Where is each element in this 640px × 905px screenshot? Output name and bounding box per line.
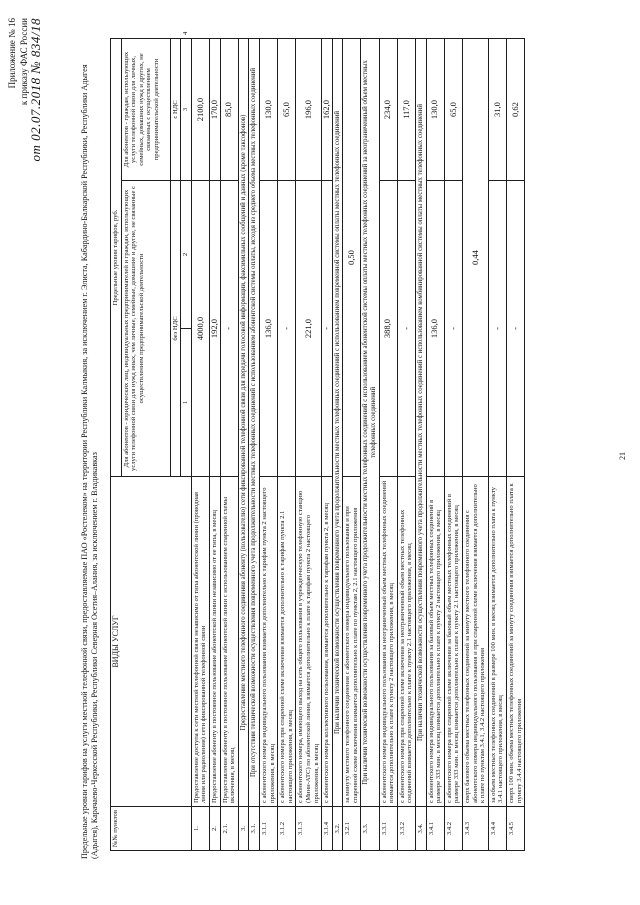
row-service-text: с абонентского номера при спаренной схеме включения взимается дополнительно к тарифам пункта 2.1 настоящего приложения, в месяц (278, 477, 296, 807)
row-value-citizens: 196,0 (296, 39, 322, 181)
table-row (238, 39, 249, 851)
appendix-title: Приложение № 16 (7, 18, 17, 89)
appendix-date-number: от 02.07.2018 № 834/18 (28, 18, 43, 162)
row-service-text: При отсутствии технической возможности осуществления повременного учета продолжительности местных телефонных соединений с использованием абонентской системы оплаты, исходя из среднего объема местных телефонных соединений (249, 39, 260, 807)
row-service-text: сверх базового объема местных телефонных соединений за минуту местного телефонного соединения с абонентского номера индивидуального пользования и при спаренной схеме включения взимается дополнительно к плате по пунктам 3.4.1, 3.4.2 настоящего приложения (463, 477, 489, 807)
row-value-citizens: 2100,0 (191, 39, 209, 181)
row-value-business: - (444, 181, 462, 477)
row-number: 3.2.1 (343, 807, 361, 851)
table-row (332, 39, 343, 851)
table-row (463, 39, 489, 851)
table-row (397, 39, 415, 851)
header-num: №№ пунктов (111, 807, 192, 851)
row-number: 3.1. (249, 807, 260, 851)
row-value-business: - (488, 181, 506, 477)
row-value-business: - (220, 181, 238, 477)
row-number: 2.1. (220, 807, 238, 851)
table-row (322, 39, 333, 851)
row-value-business: - (322, 181, 333, 477)
table-row (343, 39, 361, 851)
row-service-text: Предоставление местного телефонного соединения абоненту (пользователю) сети фиксированной телефонной связи для передачи голосовой информации, факсимильных сообщений и данных (кроме таксофонов) (238, 39, 249, 807)
row-service-text: с абонентского номера индивидуального пользования взимается дополнительно к тарифам пункта 2 настоящего приложения, в месяц (259, 477, 277, 807)
row-service-text: При наличии технической возможности осуществления повременного учета продолжительности местных телефонных соединений с использованием комбинированной системы оплаты местных телефонных соединений (416, 39, 427, 807)
row-service-text: за объем местных телефонных соединений в размере 100 мин. в месяц взимается дополнительно плата к пункту 3.4.1 настоящего приложения, в месяц (488, 477, 506, 807)
row-value-citizens: 65,0 (278, 39, 296, 181)
header-with-vat: с НДС (170, 39, 181, 181)
header-services: ВИДЫ УСЛУГ (111, 477, 192, 807)
table-row (278, 39, 296, 851)
page-number: 21 (618, 452, 627, 460)
header-limits: Предельные уровни тарифов, руб. (111, 39, 122, 477)
row-number: 3.3. (361, 807, 379, 851)
table-row (361, 39, 379, 851)
header-group-b: Для абонентов - граждан, использующих услуги телефонной связи для личных, семейных, домашних нужд и других, не связанных с осуществлением предпринимательской деятельности (121, 39, 170, 181)
row-number: 3.3.1 (379, 807, 397, 851)
row-number: 2. (209, 807, 220, 851)
row-value-citizens: 0,62 (506, 39, 524, 181)
row-number: 3.4.4 (488, 807, 506, 851)
row-value-citizens: 234,0 (379, 39, 397, 181)
row-value-business: 4000,0 (191, 181, 209, 477)
row-value-business: 136,0 (259, 181, 277, 477)
row-number: 3.3.2 (397, 807, 415, 851)
row-value-citizens: 162,0 (322, 39, 333, 181)
row-value-business: 221,0 (296, 181, 322, 477)
row-service-text: сверх 100 мин. объема местных телефонных соединений за минуту соединения взимается дополнительно плата к пункту 3.4.4 настоящего приложения (506, 477, 524, 807)
row-number: 3.1.3 (296, 807, 322, 851)
row-number: 3.4.2 (444, 807, 462, 851)
row-value-business: 136,0 (426, 181, 444, 477)
table-row (506, 39, 524, 851)
row-number: 3.4.3 (463, 807, 489, 851)
table-row (416, 39, 427, 851)
document-heading: Предельные уровни тарифов на услуги местной телефонной связи, предоставляемые ПАО «Ростелеком» на территории Республики Калмыкия, за исключением г. Элиста, Кабардино-Балкарской Республики, Республики Адыгея (Адыгея), Карачаево-Черкесской Республики, Республики Северная Осетия–Алания, за исключением г. Владикавказ (80, 64, 99, 859)
table-row (259, 39, 277, 851)
row-value-citizens: 130,0 (426, 39, 444, 181)
colnum-2: 2 (181, 181, 192, 329)
row-service-text: При наличии технической возможности осуществления повременного учета продолжительности местных телефонных соединений с использованием повременной системы оплаты местных телефонных соединений (332, 39, 343, 807)
table-row (488, 39, 506, 851)
row-number: 3.4. (416, 807, 427, 851)
colnum-1: 1 (181, 329, 192, 477)
row-service-text: с абонентского номера индивидуального пользования за неограниченный объем местных телефонных соединений взимается дополнительно к плате к пункту 2 настоящего приложения, в месяц (379, 477, 397, 807)
row-value-business: - (397, 181, 415, 477)
row-service-text: с абонентского номера коллективного пользования, взимается дополнительно к тарифам пункта 2, в месяц (322, 477, 333, 807)
row-service-text: При наличии технической возможности осуществления повременного учета продолжительности местных телефонных соединений с использованием абонентской системы оплаты местных телефонных соединений за неограниченный объем местных телефонных соединений (361, 39, 379, 807)
colnum-3: 3 (181, 39, 192, 181)
row-value-citizens: 117,0 (397, 39, 415, 181)
row-service-text: Предоставление абоненту в постоянное пользование абонентской линии независимо от ее типа, в месяц (209, 477, 220, 807)
row-service-text: с абонентского номера, имеющего выход на сеть общего пользования в учрежденческую телефонную станцию (Мини-АТС) по абонентской линии, взимается дополнительно к плате к тарифам пункта 2 настоящего приложения, в месяц (296, 477, 322, 807)
row-service-text: с абонентского номера при спаренной схеме включения за неограниченный объем местных телефонных соединений взимается дополнительно к плате к пункту 2.1 настоящего приложения, в месяц (397, 477, 415, 807)
table-row (426, 39, 444, 851)
row-value-citizens: 170,0 (209, 39, 220, 181)
row-value-combined: 0,50 (343, 39, 361, 477)
row-value-citizens: 65,0 (444, 39, 462, 181)
table-row (209, 39, 220, 851)
row-number: 3.1.2 (278, 807, 296, 851)
table-row (379, 39, 397, 851)
row-value-business: 388,0 (379, 181, 397, 477)
row-service-text: с абонентского номера индивидуального пользования за базовый объем местных телефонных соединений в размере 333 мин. в месяц взимается дополнительно к плате к пункту 2 настоящего приложения, в месяц (426, 477, 444, 807)
row-service-text: Предоставление доступа к сети местной телефонной связи независимо от типа абонентской линии (проводная линия или радиолиния) сети фиксированной телефонной связи (191, 477, 209, 807)
row-number: 3.2. (332, 807, 343, 851)
row-number: 3.4.1 (426, 807, 444, 851)
appendix-block (6, 18, 42, 162)
row-service-text: за минуту местного телефонного соединения с абонентского номера индивидуального пользования и при спаренной схеме включения взимается дополнительно к плате по пунктам 2, 2.1 настоящего приложения (343, 477, 361, 807)
row-number: 3.4.5 (506, 807, 524, 851)
row-value-business: 192,0 (209, 181, 220, 477)
table-row (191, 39, 209, 851)
table-row (444, 39, 462, 851)
appendix-order: к приказу ФАС России (19, 18, 29, 106)
row-number: 3.1.4 (322, 807, 333, 851)
tariff-table: №№ пунктов ВИДЫ УСЛУГ Предельные уровни тарифов, руб. Для абонентов - юридических лиц, индивидуальных предпринимателей и граждан, использующих услуги телефонной связи для нужд иных, чем личные, семейные, домашние и другие, не связанные с осуществлением предпринимательской деятельности Для абонентов - граждан, использующих услуги телефонной связи для личных, семейных, домашних нужд и других, не связанных с осуществлением предпринимательской деятельности без НДС с НДС 1 2 3 4 1. Предоставление доступа к сети местной телефонной связи независимо от типа абонентской линии (проводная линия или радиолиния) сети фиксированной телефонной связи 4000,0 2100,0 2. Предоставление абоненту в постоянное пользование абонентской линии независимо от ее типа, в месяц 192,0 170,0 2.1. Предоставление абоненту в постоянное пользование абонентской линии с использованием спаренной схемы включения, в месяц - 85,0 3. Предоставление местного телефонного соединения абоненту (пользователю) сети фиксированной телефонной связи для передачи голосовой информации, факсимильных сообщений и данных (кроме таксофонов) 3.1. При отсутствии технической возможности осуществления повременного учета продолжительности местных телефонных соединений с использованием абонентской системы оплаты, исходя из среднего объема местных телефонных соединений 3.1.1 с абонентского номера индивидуального пользования взимается дополнительно к тарифам пункта 2 настоящего приложения, в месяц 136,0 130,0 3.1.2 с абонентского номера при спаренной схеме включения взимается дополнительно к тарифам пункта 2.1 настоящего приложения, в месяц - 65,0 3.1.3 с абонентского номера, имеющего выход на сеть общего пользования в учрежденческую телефонную станцию (Мини-АТС) по абонентской линии, взимается дополнительно к плате к тарифам пункта 2 настоящего приложения, в месяц 221,0 196,0 3.1.4 с абонентского номера коллективного пользования, взимается дополнительно к тарифам пункта 2, в месяц - 162,0 3.2. При наличии технической возможности осуществления повременного учета продолжительности местных телефонных соединений с использованием повременной системы оплаты местных телефонных соединений 3.2.1 за минуту местного телефонного соединения с абонентского номера индивидуального пользования и при спаренной схеме включения взимается дополнительно к плате по пунктам 2, 2.1 настоящего приложения 0,50 3.3. При наличии технической возможности осуществления повременного учета продолжительности местных телефонных соединений с использованием абонентской системы оплаты местных телефонных соединений за неограниченный объем местных телефонных соединений 3.3.1 с абонентского номера индивидуального пользования за неограниченный объем местных телефонных соединений взимается дополнительно к плате к пункту 2 настоящего приложения, в месяц 388,0 234,0 3.3.2 с абонентского номера при спаренной схеме включения за неограниченный объем местных телефонных соединений взимается дополнительно к плате к пункту 2.1 настоящего приложения, в месяц - 117,0 3.4. При наличии технической возможности осуществления повременного учета продолжительности местных телефонных соединений с использованием комбинированной системы оплаты местных телефонных соединений 3.4.1 с абонентского номера индивидуального пользования за базовый объем местных телефонных соединений в размере 333 мин. в месяц взимается дополнительно к плате к пункту 2 настоящего приложения, в месяц 136,0 130,0 3.4.2 с абонентского номера при спаренной схеме включения за базовый объем местных телефонных соединений в размере 333 мин. в месяц взимается дополнительно к плате к пункту 2.1 настоящего приложения, в месяц - 65,0 3.4.3 сверх базового объема местных телефонных соединений за минуту местного телефонного соединения с абонентского номера индивидуального пользования и при спаренной схеме включения взимается дополнительно к плате по пунктам 3.4.1, 3.4.2 настоящего приложения 0,44 3.4.4 за объем местных телефонных соединений в размере 100 мин. в месяц взимается дополнительно плата к пункту 3.4.1 настоящего приложения, в месяц - 31,0 3.4.5 сверх 100 мин. объема местных телефонных соединений за минуту соединения взимается дополнительно плата к пункту 3.4.4 настоящего приложения - 0,62 (110, 38, 525, 851)
row-value-combined: 0,44 (463, 39, 489, 477)
header-no-vat: без НДС (170, 181, 181, 477)
row-service-text: с абонентского номера при спаренной схеме включения за базовый объем местных телефонных соединений в размере 333 мин. в месяц взимается дополнительно к плате к пункту 2.1 настоящего приложения, в месяц (444, 477, 462, 807)
row-value-business: - (278, 181, 296, 477)
row-number: 3. (238, 807, 249, 851)
header-group-a: Для абонентов - юридических лиц, индивидуальных предпринимателей и граждан, использующих услуги телефонной связи для нужд иных, чем личные, семейные, домашние и другие, не связанные с осуществлением предпринимательской деятельности (121, 181, 170, 477)
row-service-text: Предоставление абоненту в постоянное пользование абонентской линии с использованием спаренной схемы включения, в месяц (220, 477, 238, 807)
table-row (249, 39, 260, 851)
table-row (220, 39, 238, 851)
row-value-citizens: 130,0 (259, 39, 277, 181)
row-value-citizens: 31,0 (488, 39, 506, 181)
table-row (296, 39, 322, 851)
row-value-business: - (506, 181, 524, 477)
row-value-citizens: 85,0 (220, 39, 238, 181)
row-number: 1. (191, 807, 209, 851)
row-number: 3.1.1 (259, 807, 277, 851)
